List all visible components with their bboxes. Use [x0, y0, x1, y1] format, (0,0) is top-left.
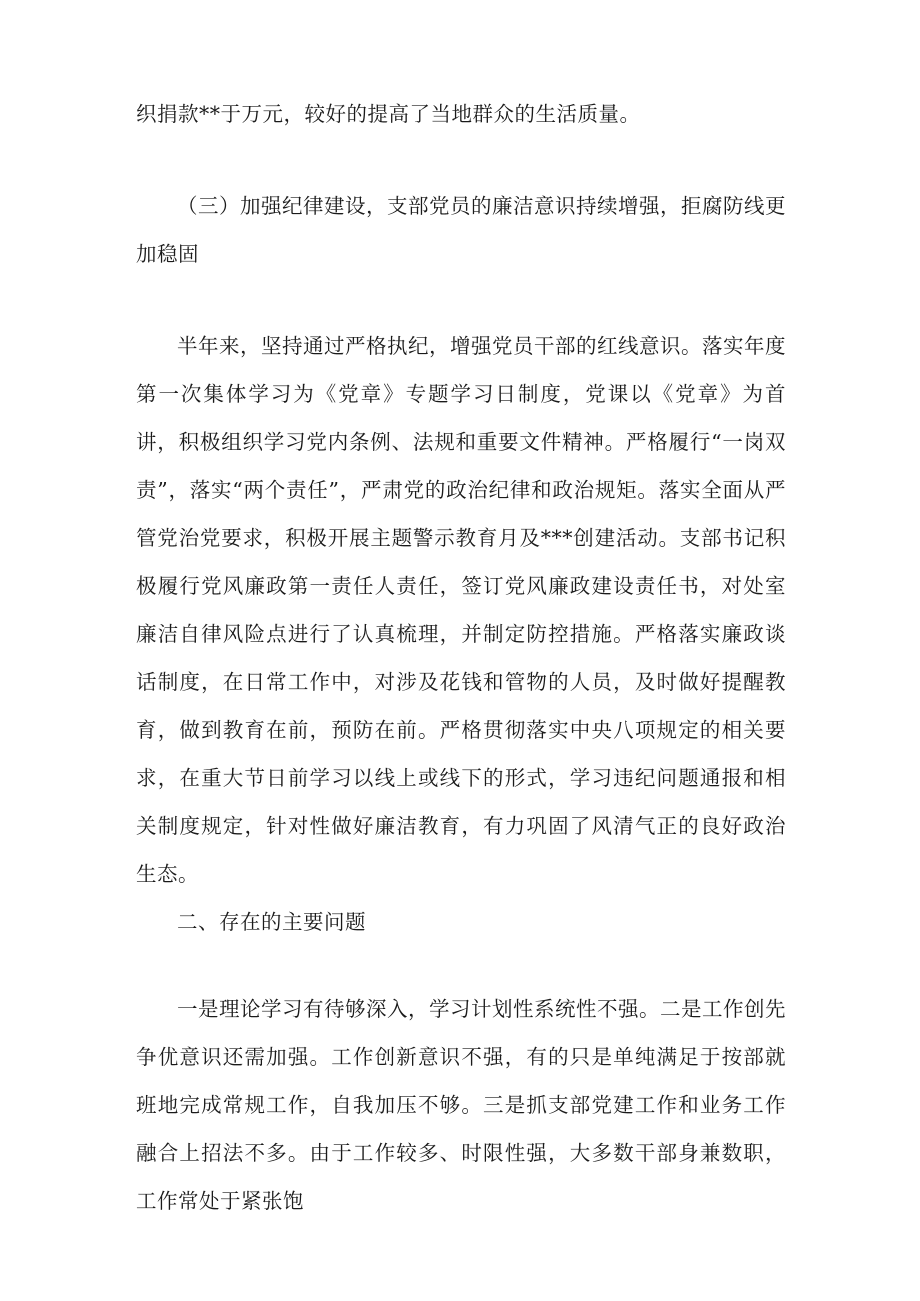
- paragraph-discipline: 半年来，坚持通过严格执纪，增强党员干部的红线意识。落实年度第一次集体学习为《党章》专题学习日制度，党课以《党章》为首讲，积极组织学习党内条例、法规和重要文件精神。严格履行“一岗双责”，落实“两个责任”，严肃党的政治纪律和政治规矩。落实全面从严管党治党要求，积极开展主题警示教育月及***创建活动。支部书记积极履行党风廉政第一责任人责任，签订党风廉政建设责任书，对处室廉洁自律风险点进行了认真梳理，并制定防控措施。严格落实廉政谈话制度，在日常工作中，对涉及花钱和管物的人员，及时做好提醒教育，做到教育在前，预防在前。严格贯彻落实中央八项规定的相关要求，在重大节日前学习以线上或线下的形式，学习违纪问题通报和相关制度规定，针对性做好廉洁教育，有力巩固了风清气正的良好政治生态。: [136, 334, 786, 886]
- section-heading-2: 二、存在的主要问题: [177, 910, 366, 934]
- section-heading-3: （三）加强纪律建设，支部党员的廉洁意识持续增强，拒腐防线更加稳固: [136, 194, 786, 266]
- paragraph-problems: 一是理论学习有待够深入，学习计划性系统性不强。二是工作创先争优意识还需加强。工作创新意识不强，有的只是单纯满足于按部就班地完成常规工作，自我加压不够。三是抓支部党建工作和业务工作融合上招法不多。由于工作较多、时限性强，大多数干部身兼数职，工作常处于紧张饱: [136, 997, 786, 1213]
- paragraph-continuation: 织捐款**于万元，较好的提高了当地群众的生活质量。: [136, 102, 641, 126]
